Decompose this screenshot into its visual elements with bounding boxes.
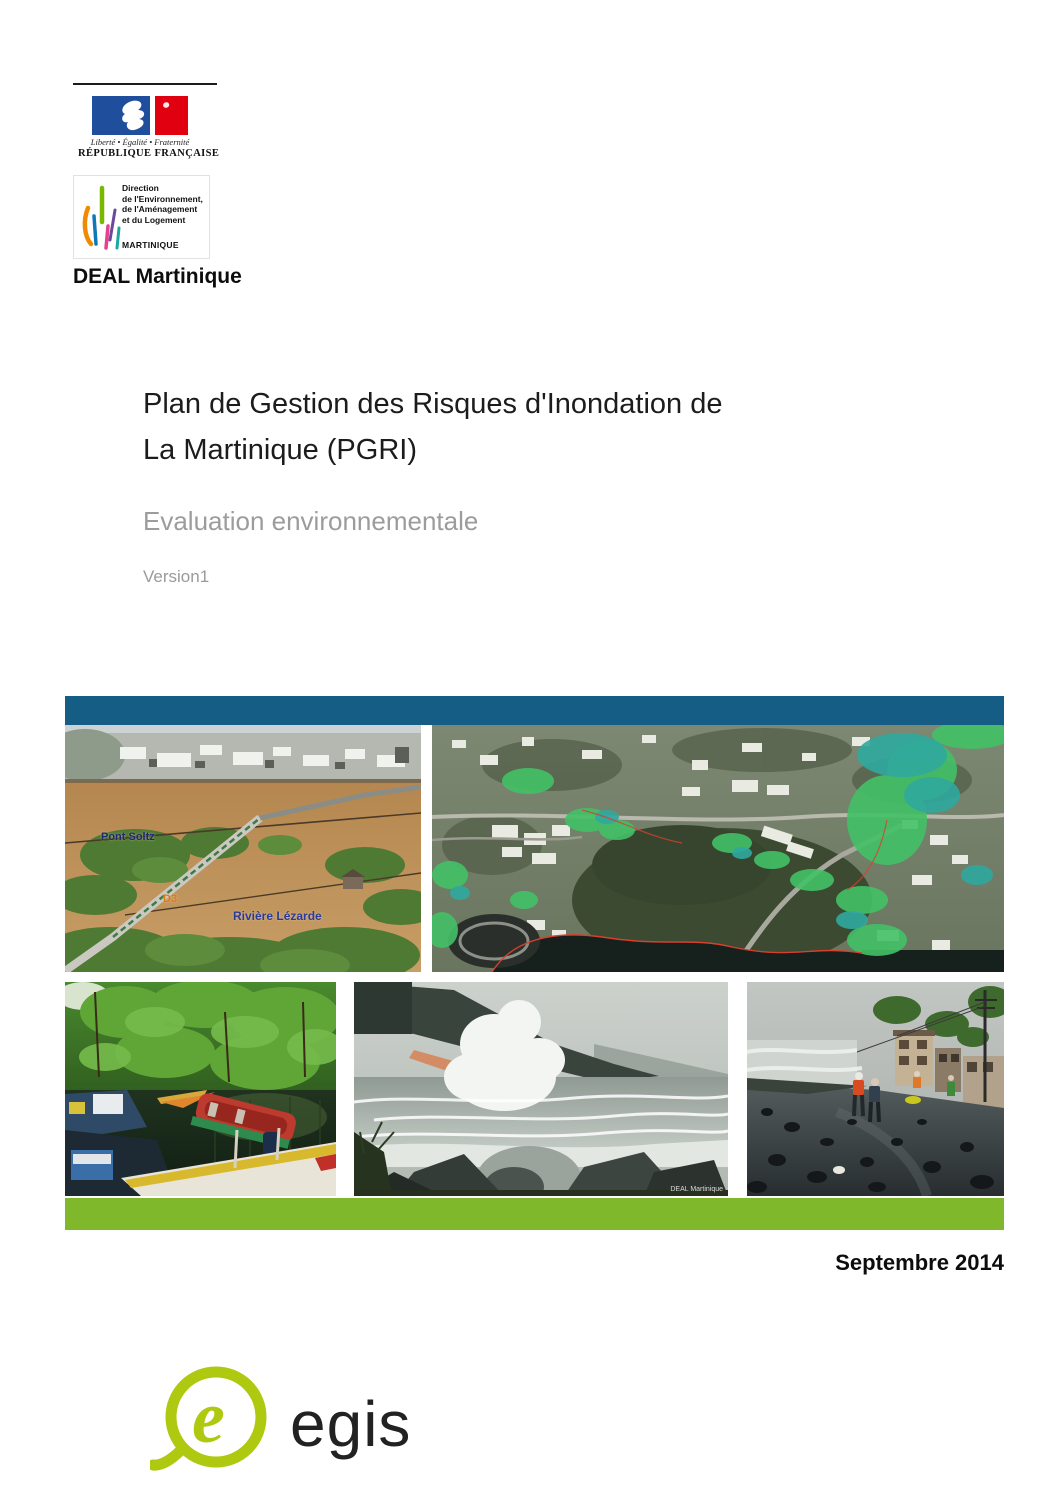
republique-motto: Liberté • Égalité • Fraternité <box>90 137 190 147</box>
mangrove-river-illustration <box>65 982 336 1196</box>
svg-text:e: e <box>192 1377 225 1459</box>
republique-name: RÉPUBLIQUE FRANÇAISE <box>78 148 220 159</box>
publication-date: Septembre 2014 <box>835 1250 1004 1275</box>
marianne-flag-icon <box>92 96 188 135</box>
satellite-map-illustration <box>432 725 1004 972</box>
deal-title-line: et du Logement <box>122 214 186 225</box>
egis-circle-e-icon <box>150 1362 276 1480</box>
egis-wordmark: egis <box>290 1388 412 1460</box>
flood-aerial-illustration <box>65 725 421 972</box>
photo-storm-wave <box>354 982 728 1196</box>
deal-title <box>122 183 203 225</box>
deal-region: MARTINIQUE <box>122 240 179 250</box>
photo-storm-street <box>747 982 1004 1196</box>
document-subtitle: Evaluation environnementale <box>143 506 479 536</box>
egis-logo <box>150 1362 411 1480</box>
storm-wave-illustration <box>354 982 728 1196</box>
deal-title-line: de l'Aménagement <box>122 204 198 214</box>
photo-mangrove-river <box>65 982 336 1196</box>
document-version: Version1 <box>143 567 210 586</box>
map-label-river: Rivière Lézarde <box>233 909 322 923</box>
deal-logo <box>73 175 210 259</box>
header-rule <box>73 83 217 85</box>
photo-satellite-flood-map <box>432 725 1004 972</box>
photo-watermark: DEAL Martinique <box>670 1186 723 1193</box>
storm-street-illustration <box>747 982 1004 1196</box>
document-title-line1: Plan de Gestion des Risques d'Inondation de <box>143 388 723 420</box>
map-label-bridge: Pont Soltz <box>101 831 155 843</box>
collage-top-bar <box>65 696 1004 725</box>
organisation-name: DEAL Martinique <box>73 265 242 288</box>
collage-bottom-bar <box>65 1198 1004 1230</box>
map-label-road: D3 <box>163 893 178 905</box>
deal-title-line: Direction <box>122 183 159 193</box>
deal-title-line: de l'Environnement, <box>122 193 203 204</box>
document-title-line2: La Martinique (PGRI) <box>143 434 417 466</box>
deal-brush-strokes-icon <box>78 182 122 254</box>
republique-francaise-logo <box>78 96 220 159</box>
photo-flood-aerial <box>65 725 421 972</box>
